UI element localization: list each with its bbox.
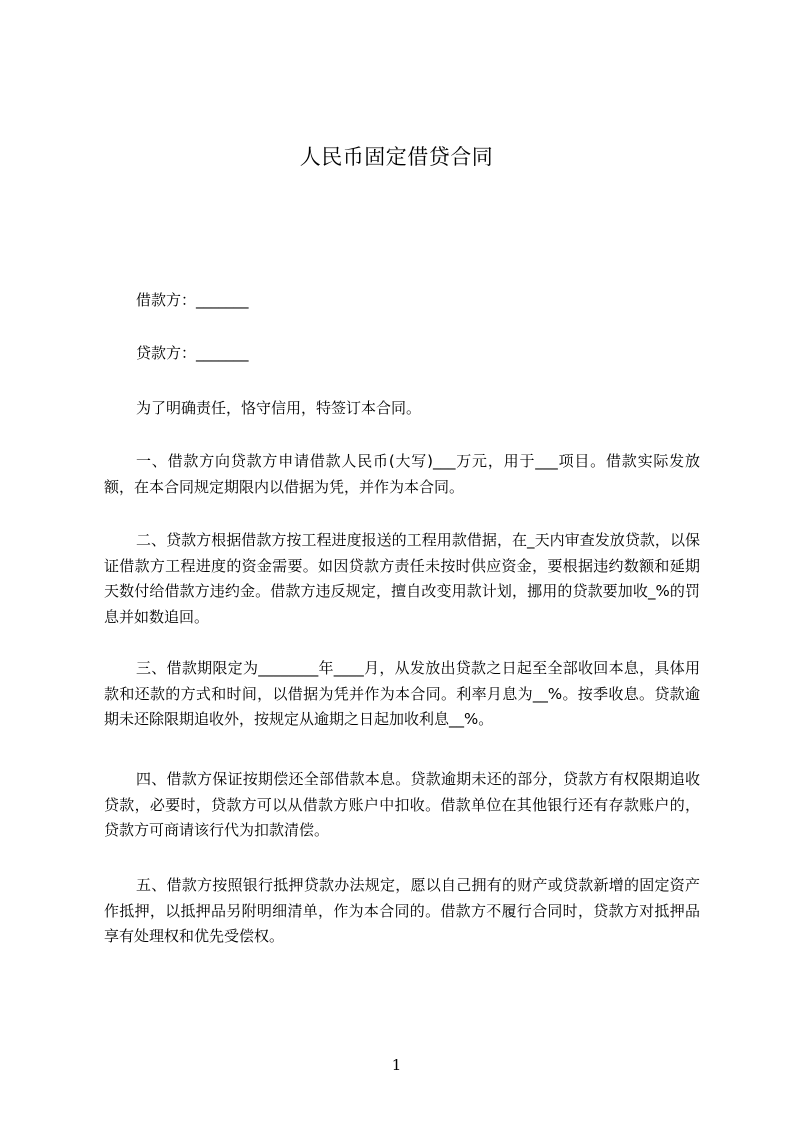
clause-1-paragraph: 一、借款方向贷款方申请借款人民币(大写)___万元，用于___项目。借款实际发放额，在本合同规定期限内以借据为凭，并作为本合同。: [104, 452, 700, 496]
document-title: 人民币固定借贷合同: [299, 145, 494, 169]
borrower-line: 借款方：_______: [136, 291, 249, 309]
clause-2-paragraph: 二、贷款方根据借款方按工程进度报送的工程用款借据，在_天内审查发放贷款，以保证借款方工程进度的资金需要。如因贷款方责任未按时供应资金，要根据违约数额和延期天数付给借款方违约金。借款方违反规定，擅自改变用款计划，挪用的贷款要加收_%的罚息并如数追回。: [104, 531, 700, 626]
page-number: 1: [391, 1056, 402, 1074]
preamble-paragraph: 为了明确责任，恪守信用，特签订本合同。: [136, 399, 422, 417]
clause-3-paragraph: 三、借款期限定为________年____月，从发放出贷款之日起至全部收回本息，具体用款和还款的方式和时间，以借据为凭并作为本合同。利率月息为__%。按季收息。贷款逾期未还除限期追收外，按规定从逾期之日起加收利息__%。: [104, 659, 700, 728]
lender-line: 贷款方：_______: [136, 344, 249, 362]
clause-5-paragraph: 五、借款方按照银行抵押贷款办法规定，愿以自己拥有的财产或贷款新增的固定资产作抵押，以抵押品另附明细清单，作为本合同的。借款方不履行合同时，贷款方对抵押品享有处理权和优先受偿权。: [104, 876, 700, 945]
clause-4-paragraph: 四、借款方保证按期偿还全部借款本息。贷款逾期未还的部分，贷款方有权限期追收贷款，必要时，贷款方可以从借款方账户中扣收。借款单位在其他银行还有存款账户的，贷款方可商请该行代为扣款清偿。: [104, 770, 700, 839]
